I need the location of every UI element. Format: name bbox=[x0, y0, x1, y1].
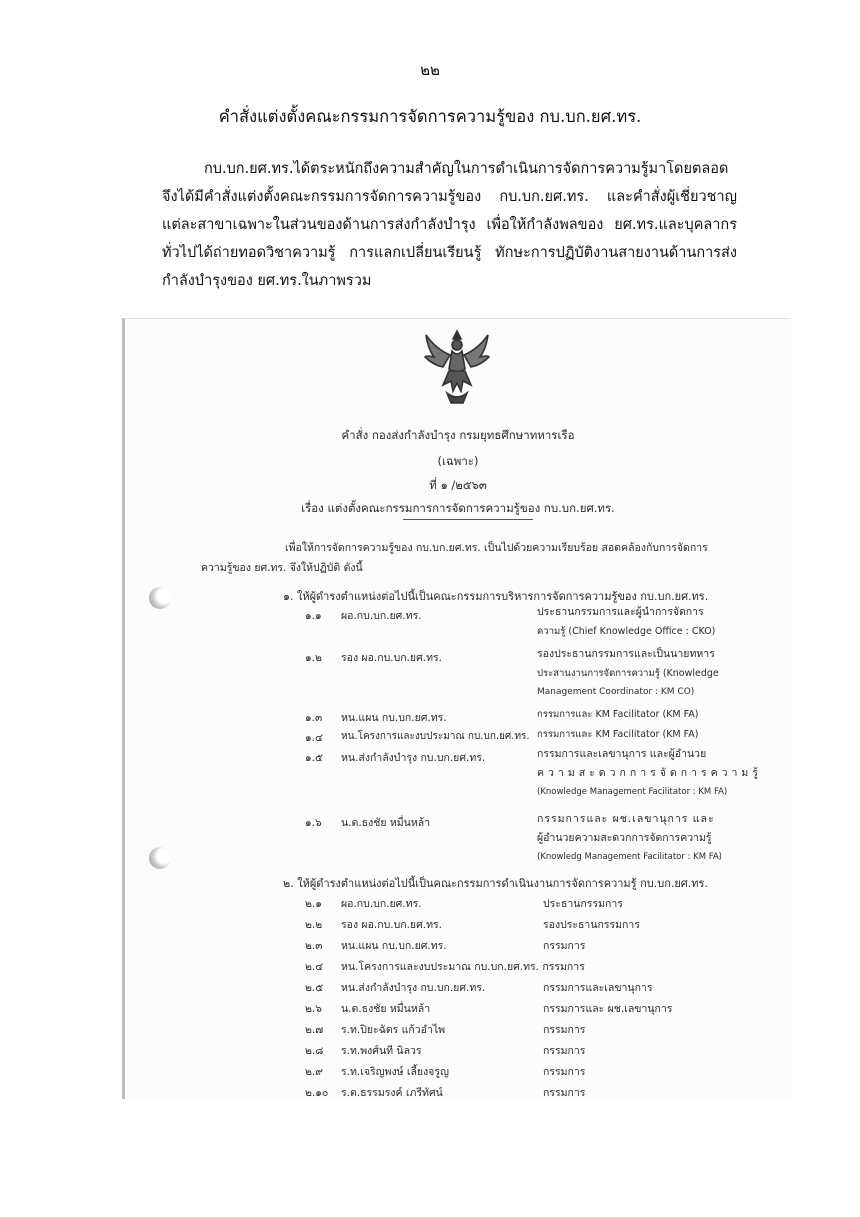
item-position: กรรมการ bbox=[543, 1087, 586, 1099]
item-name: น.ต.ธงชัย หมื่นหล้า bbox=[341, 1003, 431, 1015]
section-2-heading: ๒. ให้ผู้ดำรงตำแหน่งต่อไปนี้เป็นคณะกรรมการดำเนินงานการจัดการความรู้ กบ.บก.ยศ.ทร. bbox=[283, 877, 708, 890]
item-name: ร.ท.เจริญพงษ์ เลี้ยงจรูญ bbox=[341, 1066, 449, 1078]
item-number: ๒.๖ bbox=[305, 1003, 322, 1015]
item-name: หน.แผน กบ.บก.ยศ.ทร. bbox=[341, 712, 447, 724]
item-number: ๒.๓ bbox=[305, 940, 323, 952]
item-position: กรรมการ bbox=[543, 1045, 586, 1057]
item-position: กรรมการ bbox=[543, 940, 586, 952]
order-classification: (เฉพาะ) bbox=[437, 454, 479, 468]
page-number: ๒๒ bbox=[420, 61, 440, 79]
item-number: ๒.๑๐ bbox=[305, 1087, 329, 1099]
item-name: หน.ส่งกำลังบำรุง กบ.บก.ยศ.ทร. bbox=[341, 752, 486, 764]
order-subject: เรื่อง แต่งตั้งคณะกรรมการการจัดการความรู้ของ กบ.บก.ยศ.ทร. bbox=[301, 501, 615, 515]
garuda-emblem-icon bbox=[423, 327, 491, 407]
item-number: ๑.๕ bbox=[305, 752, 323, 764]
item-name: รอง ผอ.กบ.บก.ยศ.ทร. bbox=[341, 652, 442, 664]
item-position: กรรมการและเลขานุการ bbox=[543, 982, 653, 994]
scanned-order bbox=[122, 318, 791, 1099]
intro-text: กบ.บก.ยศ.ทร.ได้ตระหนักถึงความสำคัญในการดำเนินการจัดการความรู้มาโดยตลอด จึงได้มีคำสั่งแต่งตั้งคณะกรรมการจัดการความรู้ของ กบ.บก.ยศ.ทร. และคำสั่งผู้เชี่ยวชาญแต่ละสาขาเฉพาะในส่วนของด้านการส่งกำลังบำรุง เพื่อให้กำลังพลของ ยศ.ทร.และบุคลากรทั่วไปได้ถ่ายทอดวิชาความรู้ การแลกเปลี่ยนเรียนรู้ ทักษะการปฏิบัติงานสายงานด้านการส่งกำลังบำรุงของ ยศ.ทร.ในภาพรวม bbox=[162, 161, 737, 289]
item-number: ๒.๑ bbox=[305, 898, 322, 910]
item-name: ร.ท.ปิยะฉัตร แก้วอำไพ bbox=[341, 1024, 446, 1036]
section-1-heading: ๑. ให้ผู้ดำรงตำแหน่งต่อไปนี้เป็นคณะกรรมการบริหารการจัดการความรู้ของ กบ.บก.ยศ.ทร. bbox=[283, 590, 709, 603]
item-number: ๒.๘ bbox=[305, 1045, 324, 1057]
item-position: รองประธานกรรมการและเป็นนายทหาร ประสานงานการจัดการความรู้ (Knowledge Management Coordinator : KM CO) bbox=[537, 648, 719, 697]
item-name: หน.โครงการและงบประมาณ กบ.บก.ยศ.ทร. bbox=[341, 731, 530, 742]
item-position: รองประธานกรรมการ bbox=[543, 919, 640, 931]
order-number: ที่ ๑ /๒๕๖๓ bbox=[429, 478, 487, 492]
item-position: ประธานกรรมการ bbox=[543, 898, 623, 910]
item-position: กรรมการและเลขานุการ และผู้อำนวย ความสะดวกการจัดการความรู้ (Knowledge Management Facilitator : KM FA) bbox=[537, 748, 762, 797]
item-name: ผอ.กบ.บก.ยศ.ทร. bbox=[341, 610, 422, 622]
intro-paragraph bbox=[162, 155, 737, 295]
item-position: กรรมการ bbox=[543, 1024, 586, 1036]
item-position: กรรมการและ ผช.เลขานุการ และ ผู้อำนวยความสะดวกการจัดการความรู้ (Knowledg Management Facilitator : KM FA) bbox=[537, 813, 722, 862]
order-title: คำสั่ง กองส่งกำลังบำรุง กรมยุทธศึกษาทหารเรือ bbox=[341, 428, 575, 442]
item-name: น.ต.ธงชัย หมื่นหล้า bbox=[341, 817, 431, 829]
item-name: รอง ผอ.กบ.บก.ยศ.ทร. bbox=[341, 919, 442, 931]
item-number: ๑.๔ bbox=[305, 732, 323, 744]
item-name: ผอ.กบ.บก.ยศ.ทร. bbox=[341, 898, 422, 910]
preamble-line-2: ความรู้ของ ยศ.ทร. จึงให้ปฏิบัติ ดังนี้ bbox=[201, 562, 363, 574]
punch-hole bbox=[149, 847, 171, 869]
item-position: กรรมการและ KM Facilitator (KM FA) bbox=[537, 729, 699, 740]
item-number: ๑.๓ bbox=[305, 712, 323, 724]
divider bbox=[403, 519, 533, 520]
item-name: หน.โครงการและงบประมาณ กบ.บก.ยศ.ทร. กรรมการ bbox=[341, 961, 585, 973]
item-number: ๑.๖ bbox=[305, 817, 322, 829]
document-heading: คำสั่งแต่งตั้งคณะกรรมการจัดการความรู้ของ กบ.บก.ยศ.ทร. bbox=[218, 107, 642, 126]
item-position: กรรมการและ KM Facilitator (KM FA) bbox=[537, 709, 699, 720]
item-number: ๑.๒ bbox=[305, 652, 322, 664]
item-name: หน.ส่งกำลังบำรุง กบ.บก.ยศ.ทร. bbox=[341, 982, 486, 994]
item-number: ๒.๒ bbox=[305, 919, 323, 931]
item-number: ๑.๑ bbox=[305, 610, 322, 622]
item-name: ร.ต.ธรรมรงค์ เภรีทัศน์ bbox=[341, 1087, 443, 1099]
punch-hole bbox=[149, 587, 171, 609]
item-position: ประธานกรรมการและผู้นำการจัดการ ความรู้ (Chief Knowledge Office : CKO) bbox=[537, 606, 716, 637]
item-position: กรรมการ bbox=[543, 1066, 586, 1078]
item-number: ๒.๔ bbox=[305, 961, 324, 973]
item-number: ๒.๙ bbox=[305, 1066, 323, 1078]
item-number: ๒.๕ bbox=[305, 982, 324, 994]
item-number: ๒.๗ bbox=[305, 1024, 324, 1036]
preamble-line-1: เพื่อให้การจัดการความรู้ของ กบ.บก.ยศ.ทร. เป็นไปด้วยความเรียบร้อย สอดคล้องกับการจัดการ bbox=[285, 542, 708, 554]
item-name: ร.ท.พงศ์นที นิลวร bbox=[341, 1045, 422, 1057]
item-position: กรรมการและ ผช.เลขานุการ bbox=[543, 1003, 673, 1015]
item-name: หน.แผน กบ.บก.ยศ.ทร. bbox=[341, 940, 447, 952]
